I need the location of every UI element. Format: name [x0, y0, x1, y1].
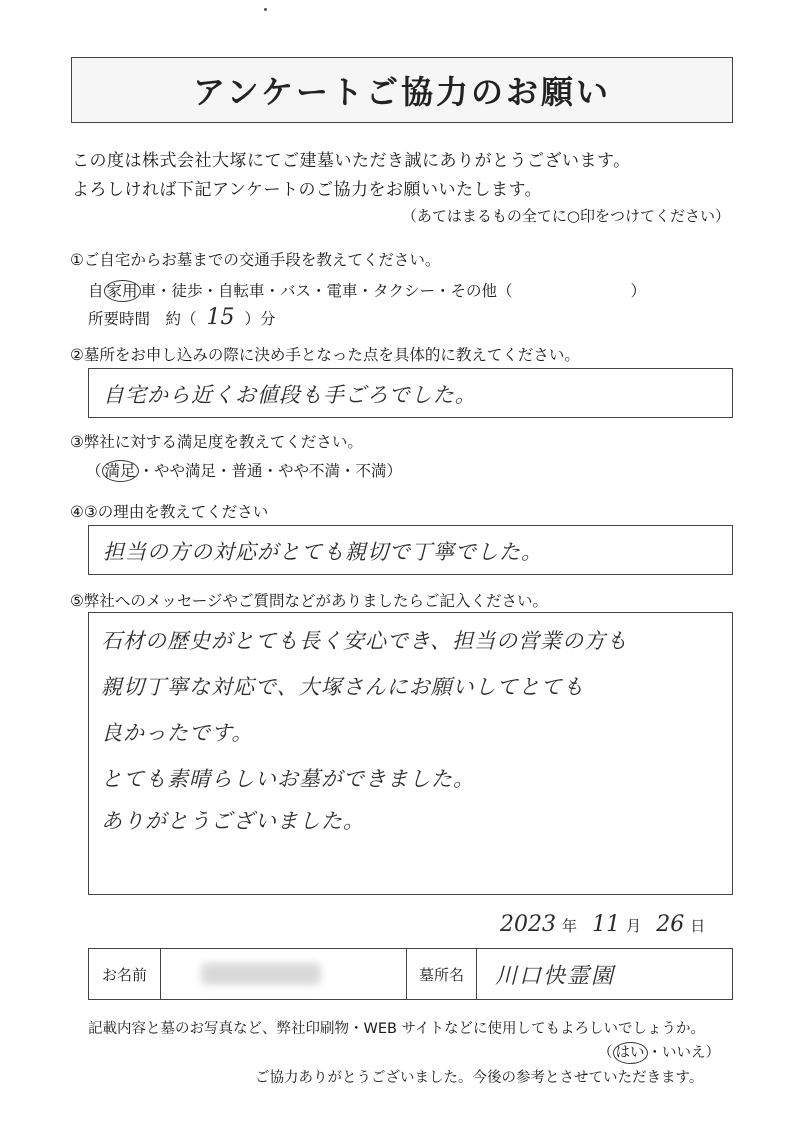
- date-day: 26: [656, 912, 685, 937]
- title-box: [71, 57, 733, 123]
- q4-answer: 担当の方の対応がとても親切で丁寧でした。: [103, 540, 543, 564]
- date-day-unit: 日: [690, 917, 706, 935]
- q3-open: （: [86, 462, 102, 480]
- q5-line-5: ありがとうございました。: [101, 809, 365, 833]
- signature-table: [88, 948, 733, 1000]
- consent-rest: ・いいえ）: [647, 1045, 720, 1061]
- question-1: ①ご自宅からお墓までの交通手段を教えてください。: [70, 251, 441, 269]
- date-year-unit: 年: [562, 917, 578, 935]
- question-2: ②墓所をお申し込みの際に決め手となった点を具体的に教えてください。: [70, 346, 580, 364]
- question-5: ⑤弊社へのメッセージやご質問などがありましたらご記入ください。: [70, 592, 548, 610]
- q1-time-label: 所要時間 約（: [88, 310, 197, 328]
- consent-options: [598, 1041, 720, 1064]
- date-row: [500, 912, 715, 946]
- site-value: 川口快霊園: [495, 963, 616, 989]
- name-field-redacted: [161, 949, 407, 999]
- q5-message-box: [88, 612, 733, 895]
- thanks-line: ご協力ありがとうございました。今後の参考とさせていただきます。: [255, 1070, 704, 1086]
- name-label: お名前: [89, 949, 161, 999]
- q3-rest: ・やや満足・普通・やや不満・不満）: [138, 462, 403, 480]
- page-title: アンケートご協力のお願い: [192, 73, 612, 111]
- scan-speck: [264, 8, 267, 11]
- instruction-hint: （あてはまるもの全てに○印をつけてください）: [401, 207, 730, 225]
- q1-transport-options: [88, 279, 646, 302]
- q3-satisfaction-options: [86, 459, 402, 482]
- q4-answer-box: [88, 525, 733, 575]
- consent-yes-circled: はい: [613, 1042, 648, 1064]
- intro-line-1: この度は株式会社大塚にてご建墓いただき誠にありがとうございます。: [72, 151, 631, 171]
- intro-line-2: よろしければ下記アンケートのご協力をお願いいたします。: [72, 180, 543, 200]
- site-field: [477, 949, 732, 999]
- q1-opt-close: ）: [630, 282, 647, 300]
- q1-opt-prefix: 自: [88, 282, 104, 300]
- question-4: ④③の理由を教えてください: [70, 503, 269, 521]
- q1-opt-rest: 車・徒歩・自転車・バス・電車・タクシー・その他（: [140, 282, 513, 300]
- site-label: 墓所名: [407, 949, 477, 999]
- q1-travel-time: [88, 305, 276, 330]
- consent-open: （: [598, 1045, 613, 1061]
- date-year: 2023: [500, 912, 556, 937]
- q1-time-value: 15: [206, 305, 235, 330]
- q3-circled-option: 満足: [102, 460, 139, 482]
- q5-line-4: とても素晴らしいお墓ができました。: [101, 767, 475, 791]
- redaction-blur: [201, 963, 321, 985]
- q5-line-2: 親切丁寧な対応で、大塚さんにお願いしてとても: [101, 675, 585, 699]
- date-month: 11: [592, 912, 621, 937]
- question-3: ③弊社に対する満足度を教えてください。: [70, 433, 363, 451]
- q1-circled-option: 家用: [104, 280, 141, 302]
- consent-question: 記載内容と墓のお写真など、弊社印刷物・WEB サイトなどに使用してもよろしいでしょうか。: [88, 1021, 706, 1037]
- q5-line-3: 良かったです。: [101, 721, 254, 745]
- q5-line-1: 石材の歴史がとても長く安心でき、担当の営業の方も: [101, 629, 629, 653]
- q2-answer: 自宅から近くお値段も手ごろでした。: [103, 383, 477, 407]
- q2-answer-box: [88, 368, 733, 418]
- q1-time-unit: ）分: [244, 310, 276, 328]
- date-month-unit: 月: [626, 917, 642, 935]
